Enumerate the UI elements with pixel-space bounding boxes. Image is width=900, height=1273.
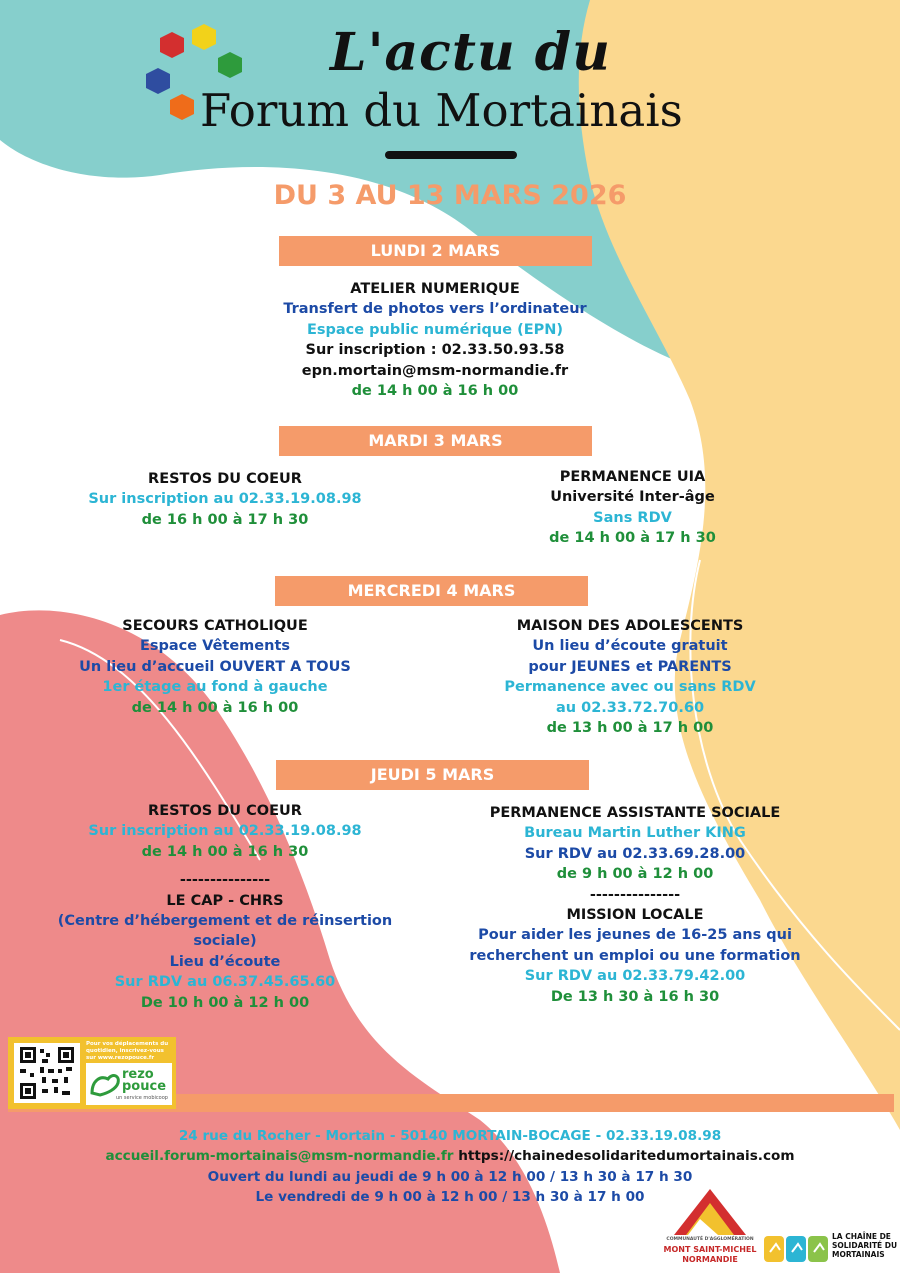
event-phone: Sur RDV au 02.33.69.28.00: [524, 845, 746, 862]
rezopouce-sub: un service mobicoop: [116, 1095, 168, 1101]
event-line: Permanence avec ou sans RDV: [504, 679, 756, 696]
title-underline: [385, 151, 517, 159]
event-line: 1er étage au fond à gauche: [102, 679, 328, 696]
hex-yellow: [192, 24, 216, 50]
separator: ---------------: [179, 872, 271, 889]
footer-hours-weekdays: Ouvert du lundi au jeudi de 9 h 00 à 12 h 00 / 13 h 30 à 17 h 30: [207, 1168, 693, 1185]
event-title: MAISON DES ADOLESCENTS: [516, 618, 744, 634]
event-line: Sans RDV: [593, 509, 672, 526]
event-permanence-uia: [500, 467, 765, 549]
event-title: LE CAP - CHRS: [166, 892, 284, 909]
hex-green: [218, 52, 242, 78]
event-line: Espace Vêtements: [139, 638, 291, 655]
rezopouce-banner[interactable]: [8, 1037, 176, 1109]
day-header-thursday: JEUDI 5 MARS: [276, 760, 589, 790]
event-title: PERMANENCE UIA: [559, 469, 706, 485]
event-restos-du-coeur-tuesday: [70, 469, 380, 530]
event-email: epn.mortain@msm-normandie.fr: [301, 362, 569, 379]
event-thursday-right: [460, 803, 810, 1007]
event-title: RESTOS DU COEUR: [148, 803, 302, 819]
event-line: Un lieu d’écoute gratuit: [532, 638, 728, 655]
hex-blue: [146, 68, 170, 94]
day-header-tuesday: MARDI 3 MARS: [279, 426, 592, 456]
footer-address: 24 rue du Rocher - Mortain - 50140 MORTAIN-BOCAGE - 02.33.19.08.98: [178, 1128, 722, 1144]
event-title: PERMANENCE ASSISTANTE SOCIALE: [489, 805, 781, 821]
event-line: Bureau Martin Luther KING: [524, 825, 746, 842]
rezopouce-logo: [86, 1063, 172, 1105]
event-maison-des-adolescents: [470, 616, 790, 738]
chaine-text: LA CHAÎNE DE SOLIDARITÉ DU MORTAINAIS: [832, 1232, 898, 1259]
hex-orange: [170, 94, 194, 120]
event-line: Transfert de photos vers l’ordinateur: [283, 301, 587, 318]
event-time: de 14 h 00 à 16 h 00: [351, 383, 519, 400]
event-line: Sur inscription au 02.33.19.08.98: [88, 823, 362, 840]
day-header-monday: LUNDI 2 MARS: [279, 236, 592, 266]
page-title: Forum du Mortainais: [200, 84, 683, 137]
event-line: pour JEUNES et PARENTS: [528, 658, 732, 675]
event-thursday-left: [55, 801, 395, 1013]
event-time: De 10 h 00 à 12 h 00: [140, 994, 310, 1011]
event-title: RESTOS DU COEUR: [148, 471, 302, 487]
event-line: Sur inscription au 02.33.19.08.98: [88, 491, 362, 508]
event-line: Un lieu d’accueil OUVERT A TOUS: [79, 658, 351, 675]
event-time: de 16 h 00 à 17 h 30: [141, 511, 309, 528]
event-phone: Sur RDV au 06.37.45.65.60: [114, 974, 336, 991]
event-line: Espace public numérique (EPN): [306, 321, 564, 338]
event-line: sociale): [193, 933, 257, 950]
event-phone: au 02.33.72.70.60: [555, 699, 705, 716]
msm-top-text: COMMUNAUTÉ D'AGGLOMÉRATION: [666, 1237, 754, 1242]
footer-website[interactable]: https://chainedesolidaritedumortainais.com: [458, 1148, 795, 1165]
footer-contact: [0, 1126, 900, 1208]
event-time: de 9 h 00 à 12 h 00: [556, 866, 714, 883]
event-title: SECOURS CATHOLIQUE: [122, 618, 308, 634]
event-time: De 13 h 30 à 16 h 30: [550, 988, 720, 1005]
rezopouce-logo-text: rezo pouce: [122, 1067, 167, 1094]
msm-normandie-logo: [660, 1185, 760, 1269]
date-range: DU 3 AU 13 MARS 2026: [273, 180, 627, 211]
footer-email[interactable]: accueil.forum-mortainais@msm-normandie.fr: [105, 1148, 454, 1165]
qr-code-icon[interactable]: [14, 1043, 80, 1103]
footer-hours-friday: Le vendredi de 9 h 00 à 12 h 00 / 13 h 30 à 17 h 00: [255, 1189, 645, 1206]
event-secours-catholique: [50, 616, 380, 718]
event-line: (Centre d’hébergement et de réinsertion: [57, 913, 393, 930]
rezopouce-text: Pour vos déplacements du quotidien, inscrivez-vous sur www.rezopouce.fr: [86, 1041, 169, 1061]
event-line: Lieu d’écoute: [169, 953, 281, 970]
event-time: de 13 h 00 à 17 h 00: [546, 720, 714, 737]
event-time: de 14 h 00 à 17 h 30: [549, 530, 716, 547]
event-line: Université Inter-âge: [550, 489, 715, 506]
msm-region: NORMANDIE: [682, 1255, 738, 1264]
event-phone: Sur RDV au 02.33.79.42.00: [524, 968, 746, 985]
event-phone: Sur inscription : 02.33.50.93.58: [305, 342, 565, 359]
event-title: MISSION LOCALE: [566, 907, 704, 924]
hex-red: [160, 32, 184, 58]
event-time: de 14 h 00 à 16 h 30: [141, 843, 309, 860]
day-header-wednesday: MERCREDI 4 MARS: [275, 576, 588, 606]
event-line: recherchent un emploi ou une formation: [469, 947, 801, 964]
chaine-solidarite-logo: [762, 1230, 898, 1270]
msm-name: MONT SAINT-MICHEL: [663, 1245, 757, 1254]
event-time: de 14 h 00 à 16 h 00: [131, 699, 299, 716]
separator: ---------------: [589, 886, 681, 903]
event-title: ATELIER NUMERIQUE: [350, 281, 520, 297]
title-script: L'actu du: [330, 22, 611, 83]
event-atelier-numerique: [250, 279, 620, 401]
event-line: Pour aider les jeunes de 16-25 ans qui: [478, 927, 792, 944]
